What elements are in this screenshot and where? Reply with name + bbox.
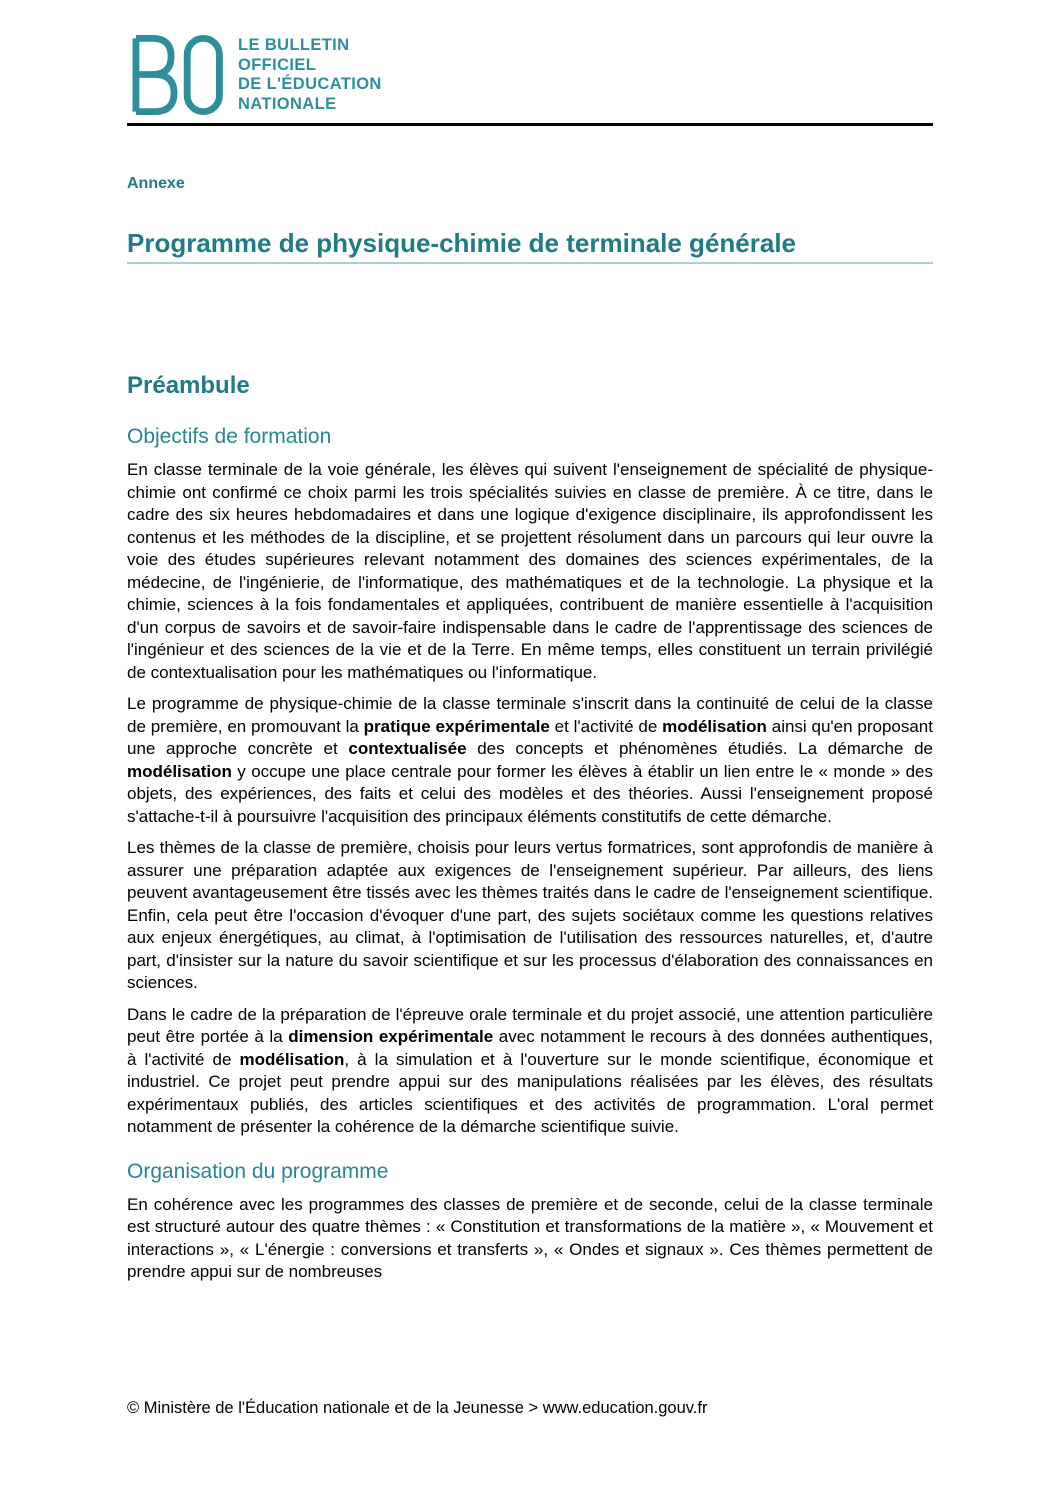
paragraph-objectifs-3: Les thèmes de la classe de première, choisis pour leurs vertus formatrices, sont approfondis de manière à assurer une préparation adaptée aux exigences de l'enseignement supérieur. Par ailleurs, des liens peuvent avantageusement être tissés avec les thèmes traités dans le cadre de l'enseignement scientifique. Enfin, cela peut être l'occasion d'évoquer d'une part, des sujets sociétaux comme les questions relatives aux enjeux énergétiques, au climat, à l'optimisation de l'utilisation des ressources naturelles, et, d'autre part, d'insister sur la nature du savoir scientifique et sur les processus d'élaboration des connaissances en sciences. [127, 838, 933, 992]
paragraph-objectifs-2: Le programme de physique-chimie de la classe terminale s'inscrit dans la continuité de celui de la classe de première, en promouvant la pratique expérimentale et l'activité de modélisation ainsi qu'en proposant une approche concrète et contextualisée des concepts et phénomènes étudiés. La démarche de modélisation y occupe une place centrale pour former les élèves à établir un lien entre le « monde » des objets, des expériences, des faits et celui des modèles et des théories. Aussi l'enseignement proposé s'attache-t-il à poursuivre l'acquisition des principaux éléments constitutifs de cette démarche. [127, 694, 933, 826]
bo-logo-line: DE L'ÉDUCATION [238, 74, 382, 93]
bo-logo-line: LE BULLETIN [238, 35, 350, 54]
page-title: Programme de physique-chimie de terminale générale [127, 229, 933, 264]
bo-logo [127, 34, 933, 116]
subsection-heading-organisation: Organisation du programme [127, 1159, 389, 1183]
footer-text: © Ministère de l'Éducation nationale et de la Jeunesse > www.education.gouv.fr [127, 1399, 708, 1417]
paragraph-objectifs-1: En classe terminale de la voie générale, les élèves qui suivent l'enseignement de spécialité de physique-chimie ont confirmé ce choix parmi les trois spécialités suivies en classe de première. À ce titre, dans le cadre des six heures hebdomadaires et dans une logique d'exigence disciplinaire, ils approfondissent les contenus et les méthodes de la discipline, et se projettent résolument dans un parcours qui leur ouvre la voie des études supérieures relevant notamment des domaines des sciences expérimentales, de la médecine, de l'ingénierie, de l'informatique, des mathématiques et de la technologie. La physique et la chimie, sciences à la fois fondamentales et appliquées, contribuent de manière essentielle à l'acquisition d'un corpus de savoirs et de savoir-faire indispensable dans le cadre de l'apprentissage des sciences de l'ingénieur et des sciences de la vie et de la Terre. En même temps, elles constituent un terrain privilégié de contextualisation pour les mathématiques ou l'informatique. [127, 460, 933, 682]
bo-logo-line: OFFICIEL [238, 54, 317, 74]
paragraph-organisation-1: En cohérence avec les programmes des classes de première et de seconde, celui de la classe terminale est structuré autour des quatre thèmes : « Constitution et transformations de la matière », « Mouvement et interactions », « L'énergie : conversions et transferts », « Ondes et signaux ». Ces thèmes permettent de prendre appui sur de nombreuses [127, 1194, 933, 1281]
section-heading-preambule: Préambule [127, 372, 250, 399]
bo-logo-wordmark [238, 34, 382, 113]
paragraph-objectifs-4: Dans le cadre de la préparation de l'épreuve orale terminale et du projet associé, une attention particulière peut être portée à la dimension expérimentale avec notamment le recours à des données authentiques, à l'activité de modélisation, à la simulation et à l'ouverture sur le monde scientifique, économique et industriel. Ce projet peut prendre appui sur des manipulations réalisées par les élèves, des résultats expérimentaux publiés, des articles scientifiques et des activités de programmation. L'oral permet notamment de présenter la cohérence de la démarche scientifique suivie. [127, 1004, 934, 1136]
bo-monogram-icon [127, 34, 223, 116]
bo-logo-line: NATIONALE [238, 93, 337, 113]
annexe-label: Annexe [127, 175, 185, 192]
subsection-heading-objectifs: Objectifs de formation [127, 425, 332, 448]
header-divider [127, 123, 933, 126]
